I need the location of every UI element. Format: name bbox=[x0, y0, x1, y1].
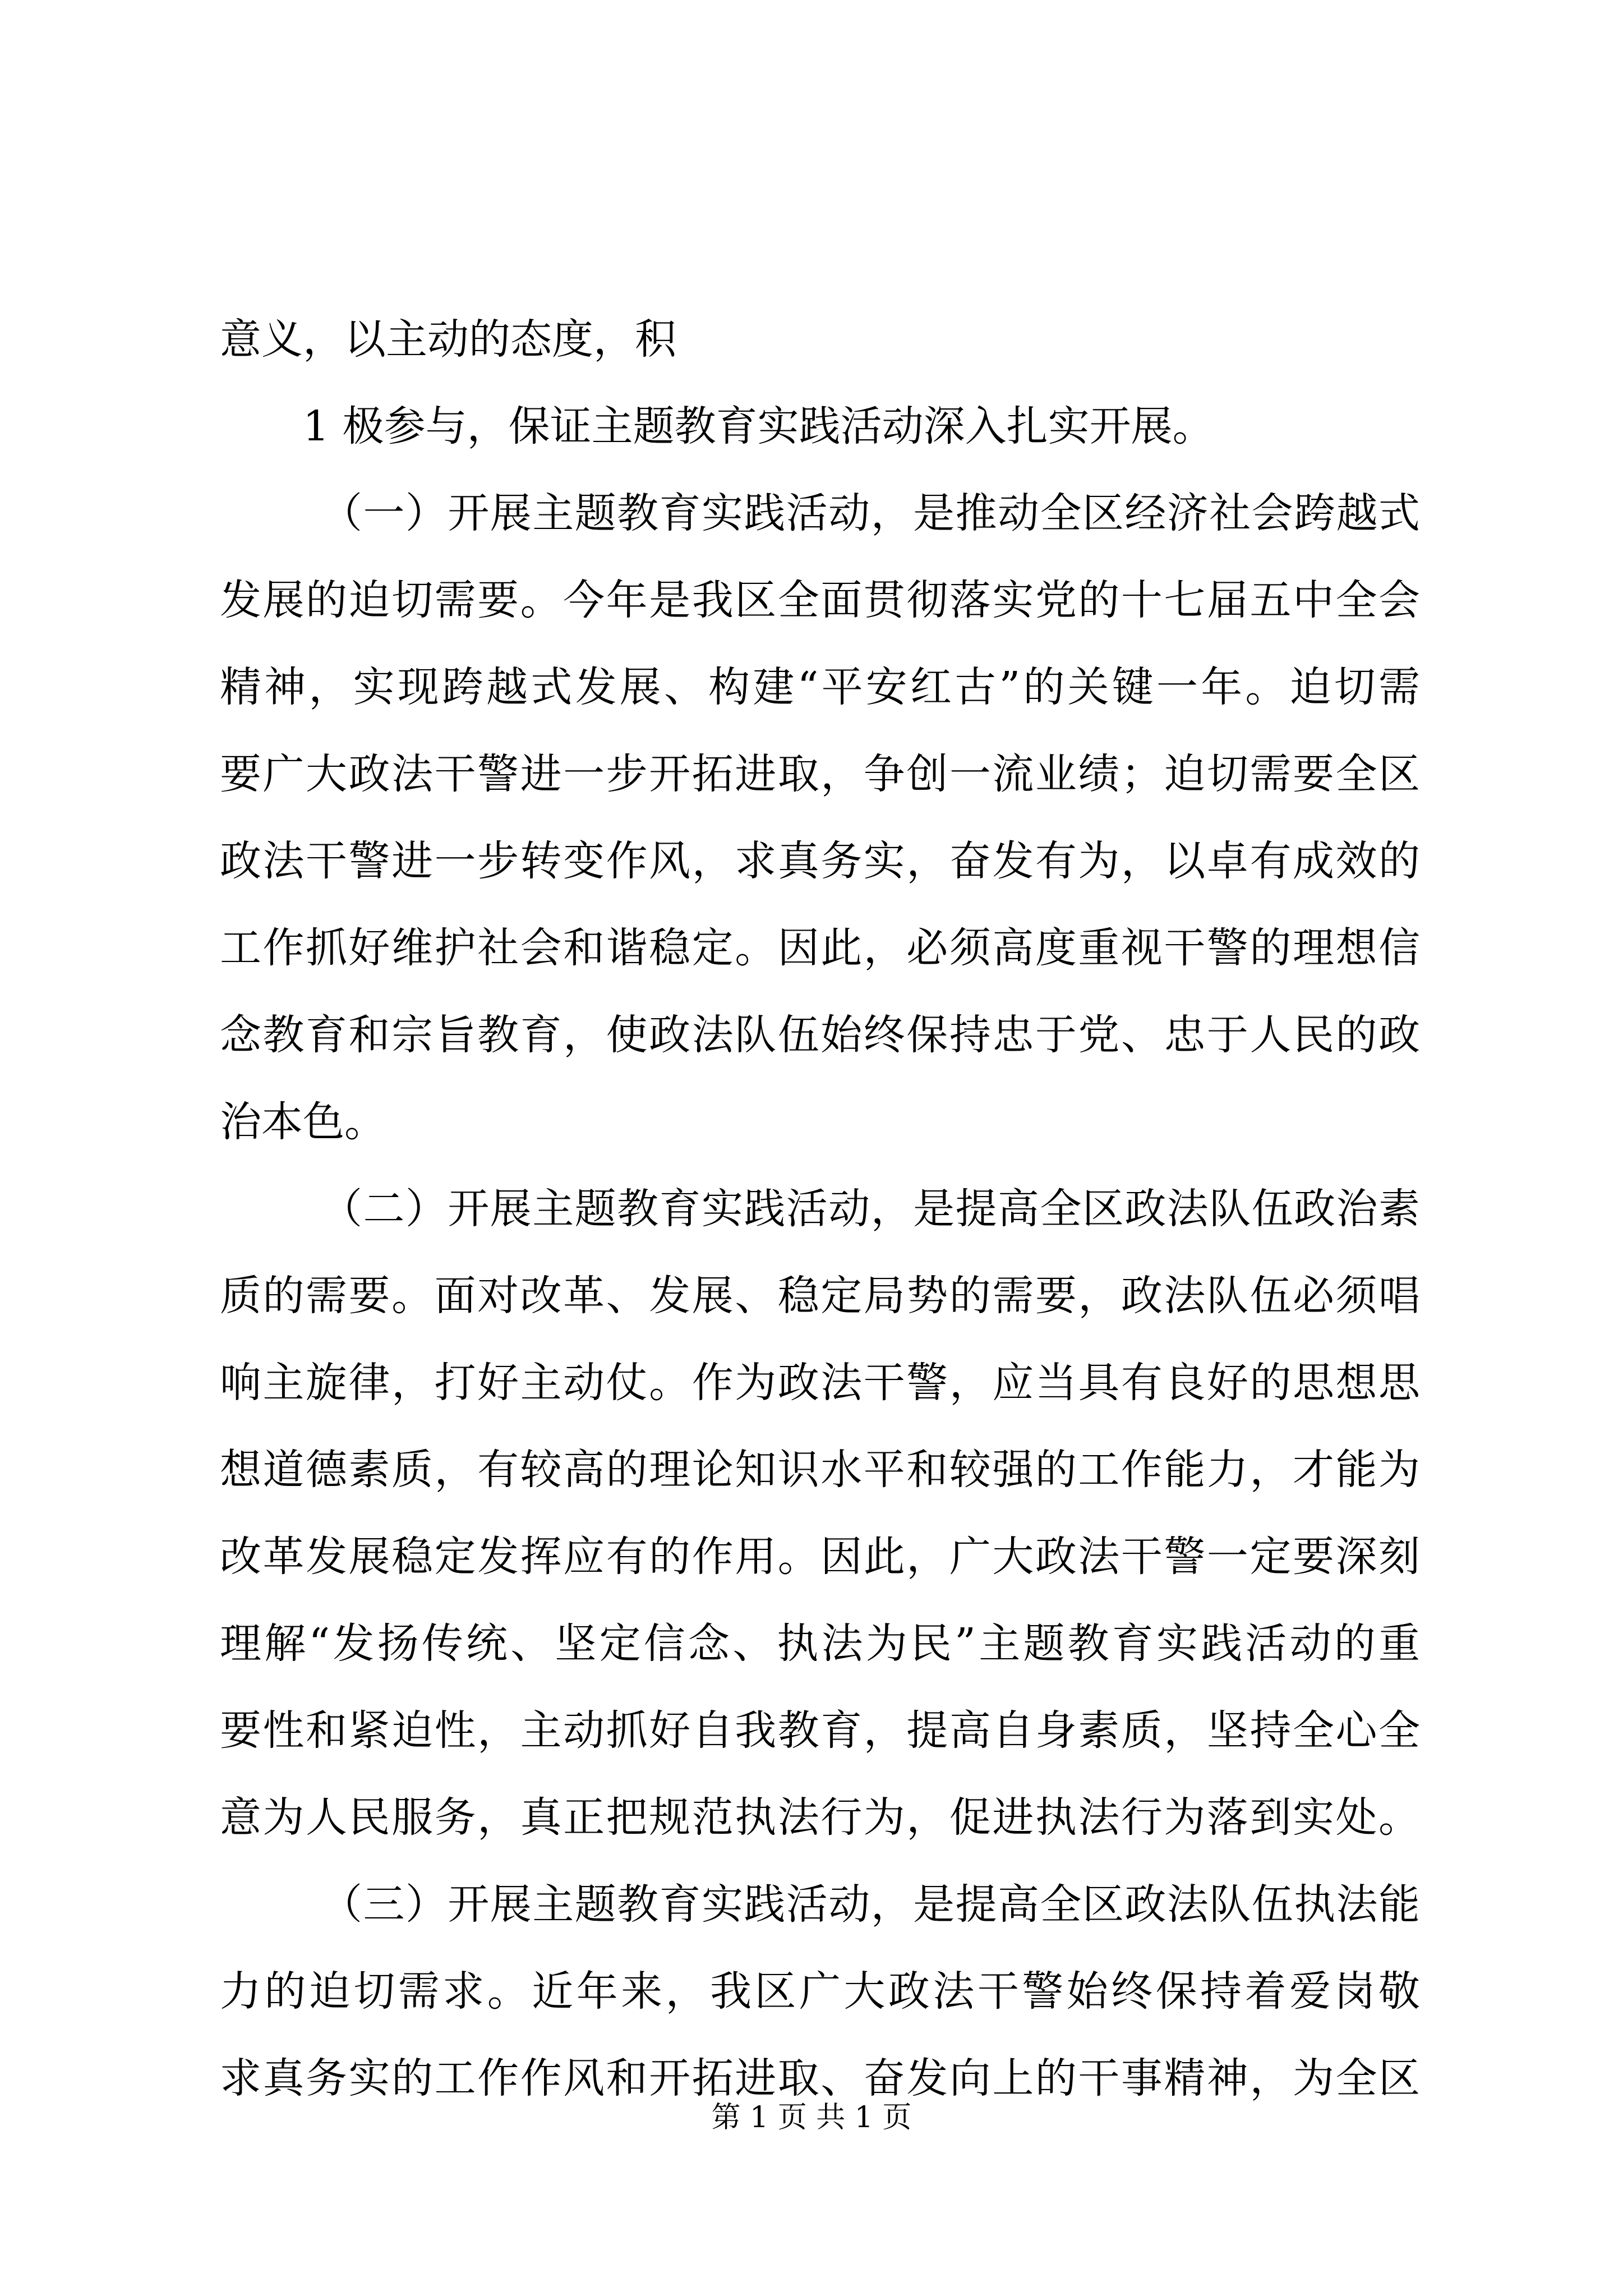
page-number-label: 第 1 页 共 1 页 bbox=[711, 2101, 912, 2134]
text-line: 理解“发扬传统、坚定信念、执法为民”主题教育实践活动的重 bbox=[220, 1619, 1420, 1668]
text-line: 发展的迫切需要。今年是我区全面贯彻落实党的十七届五中全会 bbox=[220, 576, 1420, 624]
text-line: 要性和紧迫性，主动抓好自我教育，提高自身素质，坚持全心全 bbox=[220, 1706, 1420, 1755]
text-line: 要广大政法干警进一步开拓进取，争创一流业绩；迫切需要全区 bbox=[220, 750, 1420, 798]
text-line: 求真务实的工作作风和开拓进取、奋发向上的干事精神，为全区 bbox=[220, 2054, 1420, 2102]
text-line: 想道德素质，有较高的理论知识水平和较强的工作能力，才能为 bbox=[220, 1446, 1420, 1494]
text-line: 质的需要。面对改革、发展、稳定局势的需要，政法队伍必须唱 bbox=[220, 1272, 1420, 1320]
text-line: 治本色。 bbox=[220, 1098, 386, 1146]
text-line: 意为人民服务，真正把规范执法行为，促进执法行为落到实处。 bbox=[220, 1793, 1420, 1842]
document-body bbox=[220, 296, 1420, 2122]
text-line: 政法干警进一步转变作风，求真务实，奋发有为，以卓有成效的 bbox=[220, 837, 1420, 885]
text-line: 意义，以主动的态度，积 bbox=[220, 315, 676, 364]
text-line: 力的迫切需求。近年来，我区广大政法干警始终保持着爱岗敬 bbox=[220, 1967, 1420, 2016]
text-line: 改革发展稳定发挥应有的作用。因此，广大政法干警一定要深刻 bbox=[220, 1533, 1420, 1581]
page-footer bbox=[0, 2098, 1623, 2137]
paragraph-2-heading-line: （二）开展主题教育实践活动，是提高全区政法队伍政治素 bbox=[321, 1185, 1420, 1233]
paragraph-1-heading-line: （一）开展主题教育实践活动，是推动全区经济社会跨越式 bbox=[321, 489, 1420, 537]
paragraph-3-heading-line: （三）开展主题教育实践活动，是提高全区政法队伍执法能 bbox=[321, 1880, 1420, 1929]
text-line: 工作抓好维护社会和谐稳定。因此，必须高度重视干警的理想信 bbox=[220, 924, 1420, 972]
text-line: 响主旋律，打好主动仗。作为政法干警，应当具有良好的思想思 bbox=[220, 1359, 1420, 1407]
text-line: 念教育和宗旨教育，使政法队伍始终保持忠于党、忠于人民的政 bbox=[220, 1011, 1420, 1059]
text-line: 精神，实现跨越式发展、构建“平安红古”的关键一年。迫切需 bbox=[220, 663, 1420, 711]
text-line: 1 极参与，保证主题教育实践活动深入扎实开展。 bbox=[303, 402, 1214, 450]
